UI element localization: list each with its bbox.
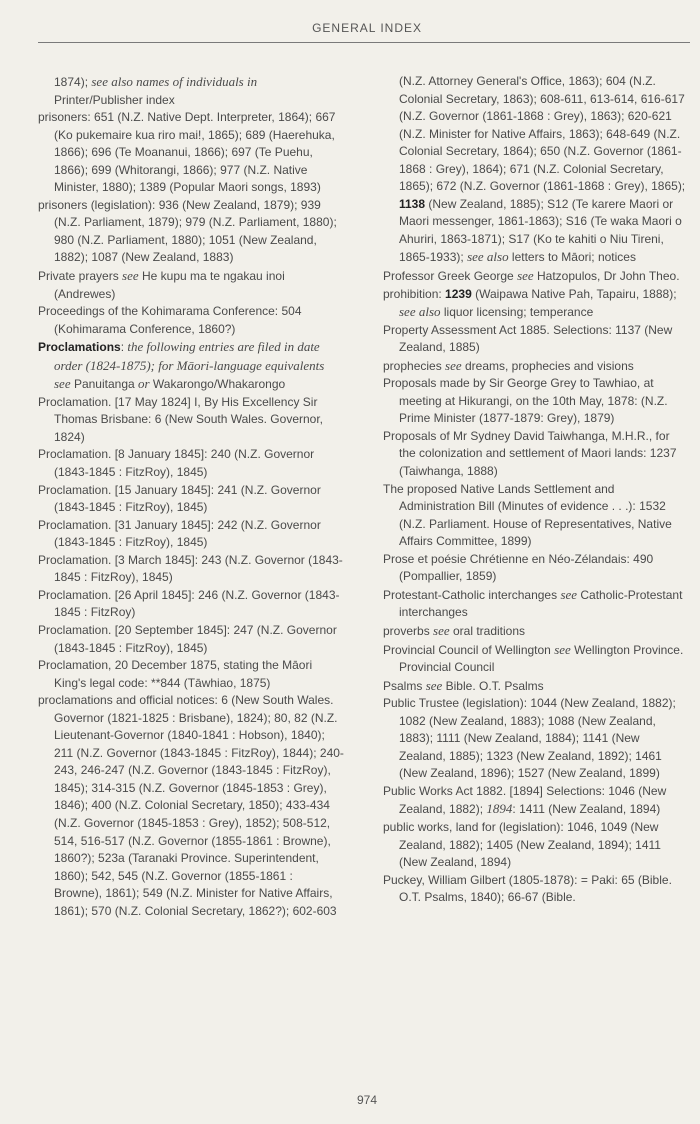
index-entry bbox=[38, 552, 344, 587]
index-entry-text: He kupu ma te ngakau inoi (Andrewes) bbox=[54, 269, 285, 301]
index-entry-text: Wakarongo/Whakarongo bbox=[149, 377, 286, 392]
index-entry-text: prophecies bbox=[383, 358, 446, 373]
index-entry-text: see bbox=[554, 641, 571, 657]
index-entry bbox=[38, 303, 344, 338]
index-entry bbox=[383, 73, 689, 267]
page-title: GENERAL INDEX bbox=[312, 21, 422, 35]
index-entry-text: Proclamation. [15 January 1845]: 241 (N.Z. Governor (1843-1845 : FitzRoy), 1845) bbox=[38, 482, 321, 515]
index-entry-text: dreams, prophecies and visions bbox=[461, 358, 634, 373]
page-number: 974 bbox=[356, 1093, 378, 1107]
index-entry-text: see bbox=[425, 677, 443, 693]
index-entry-text: Puckey, William Gilbert (1805-1878): = Paki: 65 (Bible. O.T. Psalms, 1840); 66-67 (Bible. bbox=[383, 872, 672, 905]
index-entry-text: see bbox=[560, 586, 578, 602]
index-entry-text: prisoners: 651 (N.Z. Native Dept. Interpreter, 1864); 667 (Ko pukemaire kua riro mai!, 1865); 689 (Haerehuka, 1866); 696 (Te Moananui, 1866); 697 (Te Puehu, 1866); 699 (Whitorangi, 1866); 977 (N.Z. Native Minister, 1880); 1389 (Popular Maori songs, 1893) bbox=[38, 110, 336, 195]
index-entry-text: see bbox=[433, 622, 450, 638]
running-head bbox=[38, 18, 690, 43]
index-entry-text: see bbox=[445, 357, 462, 373]
index-entry-text: Proposals made by Sir George Grey to Tawhiao, at meeting at Hikurangi, on the 10th May, 1878: (N.Z. Prime Minister (1877-1879: Grey), 1879) bbox=[383, 376, 668, 426]
index-entry-text: Prose et poésie Chrétienne en Néo-Zélandais: 490 (Pompallier, 1859) bbox=[383, 551, 654, 584]
index-entry-text: Proclamation, 20 December 1875, stating the Māori King's legal code: **844 (Tāwhiao, 1875) bbox=[38, 658, 313, 690]
index-entry bbox=[383, 641, 689, 677]
index-entry-text: proclamations and official notices: 6 (New South Wales. Governor (1821-1825 : Brisbane), 1824); 80, 82 (N.Z. Lieutenant-Governor (1840-1841 : Hobson), 1840); 211 (N.Z. Governor (1843-1845 : FitzRoy), 1844); 240-243, 246-247 (N.Z. Governor (1843-1845 : FitzRoy), 1845); 314-315 (N.Z. Governor (1845-1853 : Grey), 1846); 400 (N.Z. Colonial Secretary, 1850); 433-434 (N.Z. Governor (1845-1853 : Grey), 1852); 508-512, 514, 516-517 (N.Z. Governor (1855-1861 : Browne), 1860?); 523a (Taranaki Province. Superintendent, 1860); 542, 545 (N.Z. Governor (1855-1861 : Browne), 1861); 549 (N.Z. Minister for Native Affairs, 1861); 570 (N.Z. Colonial Secretary, 1862?); 602-603 bbox=[38, 693, 344, 918]
index-entry-text: Public Trustee (legislation): 1044 (New Zealand, 1882); 1082 (New Zealand, 1883); 1088 (New Zealand, 1883); 1111 (New Zealand, 1884); 1141 (New Zealand, 1885); 1323 (New Zealand, 1892); 1461 (New Zealand, 1896); 1527 (New Zealand, 1899) bbox=[383, 696, 676, 781]
index-entry-text: Proclamation. [20 September 1845]: 247 (N.Z. Governor (1843-1845 : FitzRoy), 1845) bbox=[38, 622, 337, 655]
index-entry-text: the following entries are filed in date order (1824-1875); for Māori-language equivalents see bbox=[54, 339, 325, 392]
index-entry-text: Panuitanga bbox=[70, 377, 138, 392]
index-entry-text: prohibition: bbox=[383, 286, 446, 301]
index-entry-text: Printer/Publisher index bbox=[54, 92, 175, 107]
index-entry-text: Proceedings of the Kohimarama Conference: 504 (Kohimarama Conference, 1860?) bbox=[38, 304, 302, 336]
index-entry bbox=[383, 695, 689, 783]
index-entry bbox=[38, 446, 344, 481]
index-entry bbox=[383, 375, 689, 428]
index-entry-text: or bbox=[138, 376, 150, 392]
index-entry bbox=[383, 357, 689, 376]
index-entry-text: Property Assessment Act 1885. Selections: 1137 (New Zealand, 1885) bbox=[383, 322, 673, 355]
index-entry-text: 1874); bbox=[54, 75, 92, 89]
index-entry-text: see also bbox=[399, 304, 441, 320]
index-entry-text: (N.Z. Attorney General's Office, 1863); 604 (N.Z. Colonial Secretary, 1863); 608-611, 613-614, 616-617 (N.Z. Governor (1861-1868 : Grey), 1863); 620-621 (N.Z. Minister for Native Affairs, 1863); 648-649 (N.Z. Colonial Secretary, 1864); 650 (N.Z. Governor (1861-1868 : Grey), 1864); 671 (N.Z. Colonial Secretary, 1865); 672 (N.Z. Governor (1861-1868 : Grey), 1865); bbox=[399, 74, 686, 194]
index-entry bbox=[38, 73, 344, 109]
index-entry bbox=[383, 622, 689, 641]
index-entry-text: Provincial Council of Wellington bbox=[383, 642, 555, 657]
index-entry-text: Professor Greek George bbox=[383, 269, 518, 284]
index-entry-text: Proclamation. [17 May 1824] I, By His Excellency Sir Thomas Brisbane: 6 (New South Wales. Governor, 1824) bbox=[38, 394, 324, 444]
index-entry-text: see bbox=[517, 268, 534, 284]
index-entry-text: Private prayers bbox=[38, 269, 123, 284]
index-entry bbox=[383, 586, 689, 622]
index-entry bbox=[38, 622, 344, 657]
index-entry bbox=[38, 267, 344, 303]
index-entry-text: Proclamation. [8 January 1845]: 240 (N.Z. Governor (1843-1845 : FitzRoy), 1845) bbox=[38, 447, 315, 480]
index-entry-text: Proclamation. [31 January 1845]: 242 (N.Z. Governor (1843-1845 : FitzRoy), 1845) bbox=[38, 517, 321, 550]
index-entry bbox=[383, 872, 689, 907]
index-entry-text: 1894 bbox=[486, 801, 513, 817]
index-entry-text: liquor licensing; temperance bbox=[440, 305, 594, 320]
index-entry-text: see also names of individuals in bbox=[91, 74, 258, 89]
index-entry bbox=[38, 394, 344, 447]
index-entry-text: Proclamations bbox=[38, 340, 121, 355]
index-entry-text: Wellington Province. Provincial Council bbox=[399, 642, 684, 675]
index-entry bbox=[38, 587, 344, 622]
index-entry-text: Public Works Act 1882. [1894] Selections: 1046 (New Zealand, 1882); bbox=[383, 783, 667, 817]
index-entry-text: Proclamation. [3 March 1845]: 243 (N.Z. Governor (1843-1845 : FitzRoy), 1845) bbox=[38, 552, 343, 585]
index-entry bbox=[383, 428, 689, 481]
index-entry-text: letters to Māori; notices bbox=[508, 250, 636, 265]
index-entry bbox=[383, 783, 689, 819]
index-entry bbox=[38, 338, 344, 394]
index-entry bbox=[383, 286, 689, 322]
index-entry bbox=[383, 677, 689, 696]
index-column-right bbox=[383, 73, 689, 907]
index-entry-text: Catholic-Protestant interchanges bbox=[399, 587, 683, 620]
index-entry-text: (Waipawa Native Pah, Tapairu, 1888); bbox=[471, 286, 677, 301]
index-entry bbox=[383, 267, 689, 286]
index-entry bbox=[38, 517, 344, 552]
index-entry-text: 1239 bbox=[445, 286, 472, 301]
index-entry-text: Bible. O.T. Psalms bbox=[442, 678, 544, 693]
index-entry bbox=[383, 551, 689, 586]
index-entry bbox=[383, 322, 689, 357]
index-entry-text: : 1411 (New Zealand, 1894) bbox=[512, 802, 661, 817]
index-entry-text: Hatzopulos, Dr John Theo. bbox=[533, 269, 680, 284]
index-entry bbox=[38, 482, 344, 517]
index-entry-text: public works, land for (legislation): 1046, 1049 (New Zealand, 1882); 1405 (New Zealand, 1894); 1411 (New Zealand, 1894) bbox=[383, 819, 661, 870]
index-entry-text: Proclamation. [26 April 1845]: 246 (N.Z. Governor (1843-1845 : FitzRoy) bbox=[38, 587, 340, 620]
index-entry bbox=[38, 197, 344, 267]
index-entry bbox=[383, 481, 689, 551]
index-entry-text: Proposals of Mr Sydney David Taiwhanga, M.H.R., for the colonization and settlement of Maori lands: 1237 (Taiwhanga, 1888) bbox=[383, 428, 677, 479]
index-entry bbox=[383, 819, 689, 872]
index-entry-text: The proposed Native Lands Settlement and Administration Bill (Minutes of evidence . . .): 1532 (N.Z. Parliament. House of Representatives, Native Affairs Committee, 1899) bbox=[383, 481, 672, 549]
index-entry bbox=[38, 109, 344, 197]
index-entry-text: see also bbox=[467, 249, 509, 265]
index-entry bbox=[38, 692, 344, 920]
index-entry-text: oral traditions bbox=[449, 623, 526, 638]
index-entry-text: Psalms bbox=[383, 678, 426, 693]
index-entry-text: : bbox=[120, 340, 128, 355]
index-entry-text: Protestant-Catholic interchanges bbox=[383, 587, 561, 602]
index-entry bbox=[38, 657, 344, 692]
index-entry-text: 1138 bbox=[399, 196, 426, 211]
index-entry-text: proverbs bbox=[383, 623, 434, 638]
index-column-left bbox=[38, 73, 344, 920]
index-entry-text: see bbox=[122, 268, 139, 284]
index-entry-text: (New Zealand, 1885); S12 (Te karere Maori or Maori messenger, 1861-1863); S16 (Te waka Maori o Ahuriri, 1863-1871); S17 (Ko te kahiti o Niu Tireni, 1865-1933); bbox=[399, 196, 682, 265]
index-entry-text: prisoners (legislation): 936 (New Zealand, 1879); 939 (N.Z. Parliament, 1879); 979 (N.Z. Parliament, 1880); 980 (N.Z. Parliament, 1880); 1051 (New Zealand, 1882); 1087 (New Zealand, 1883) bbox=[38, 197, 337, 265]
